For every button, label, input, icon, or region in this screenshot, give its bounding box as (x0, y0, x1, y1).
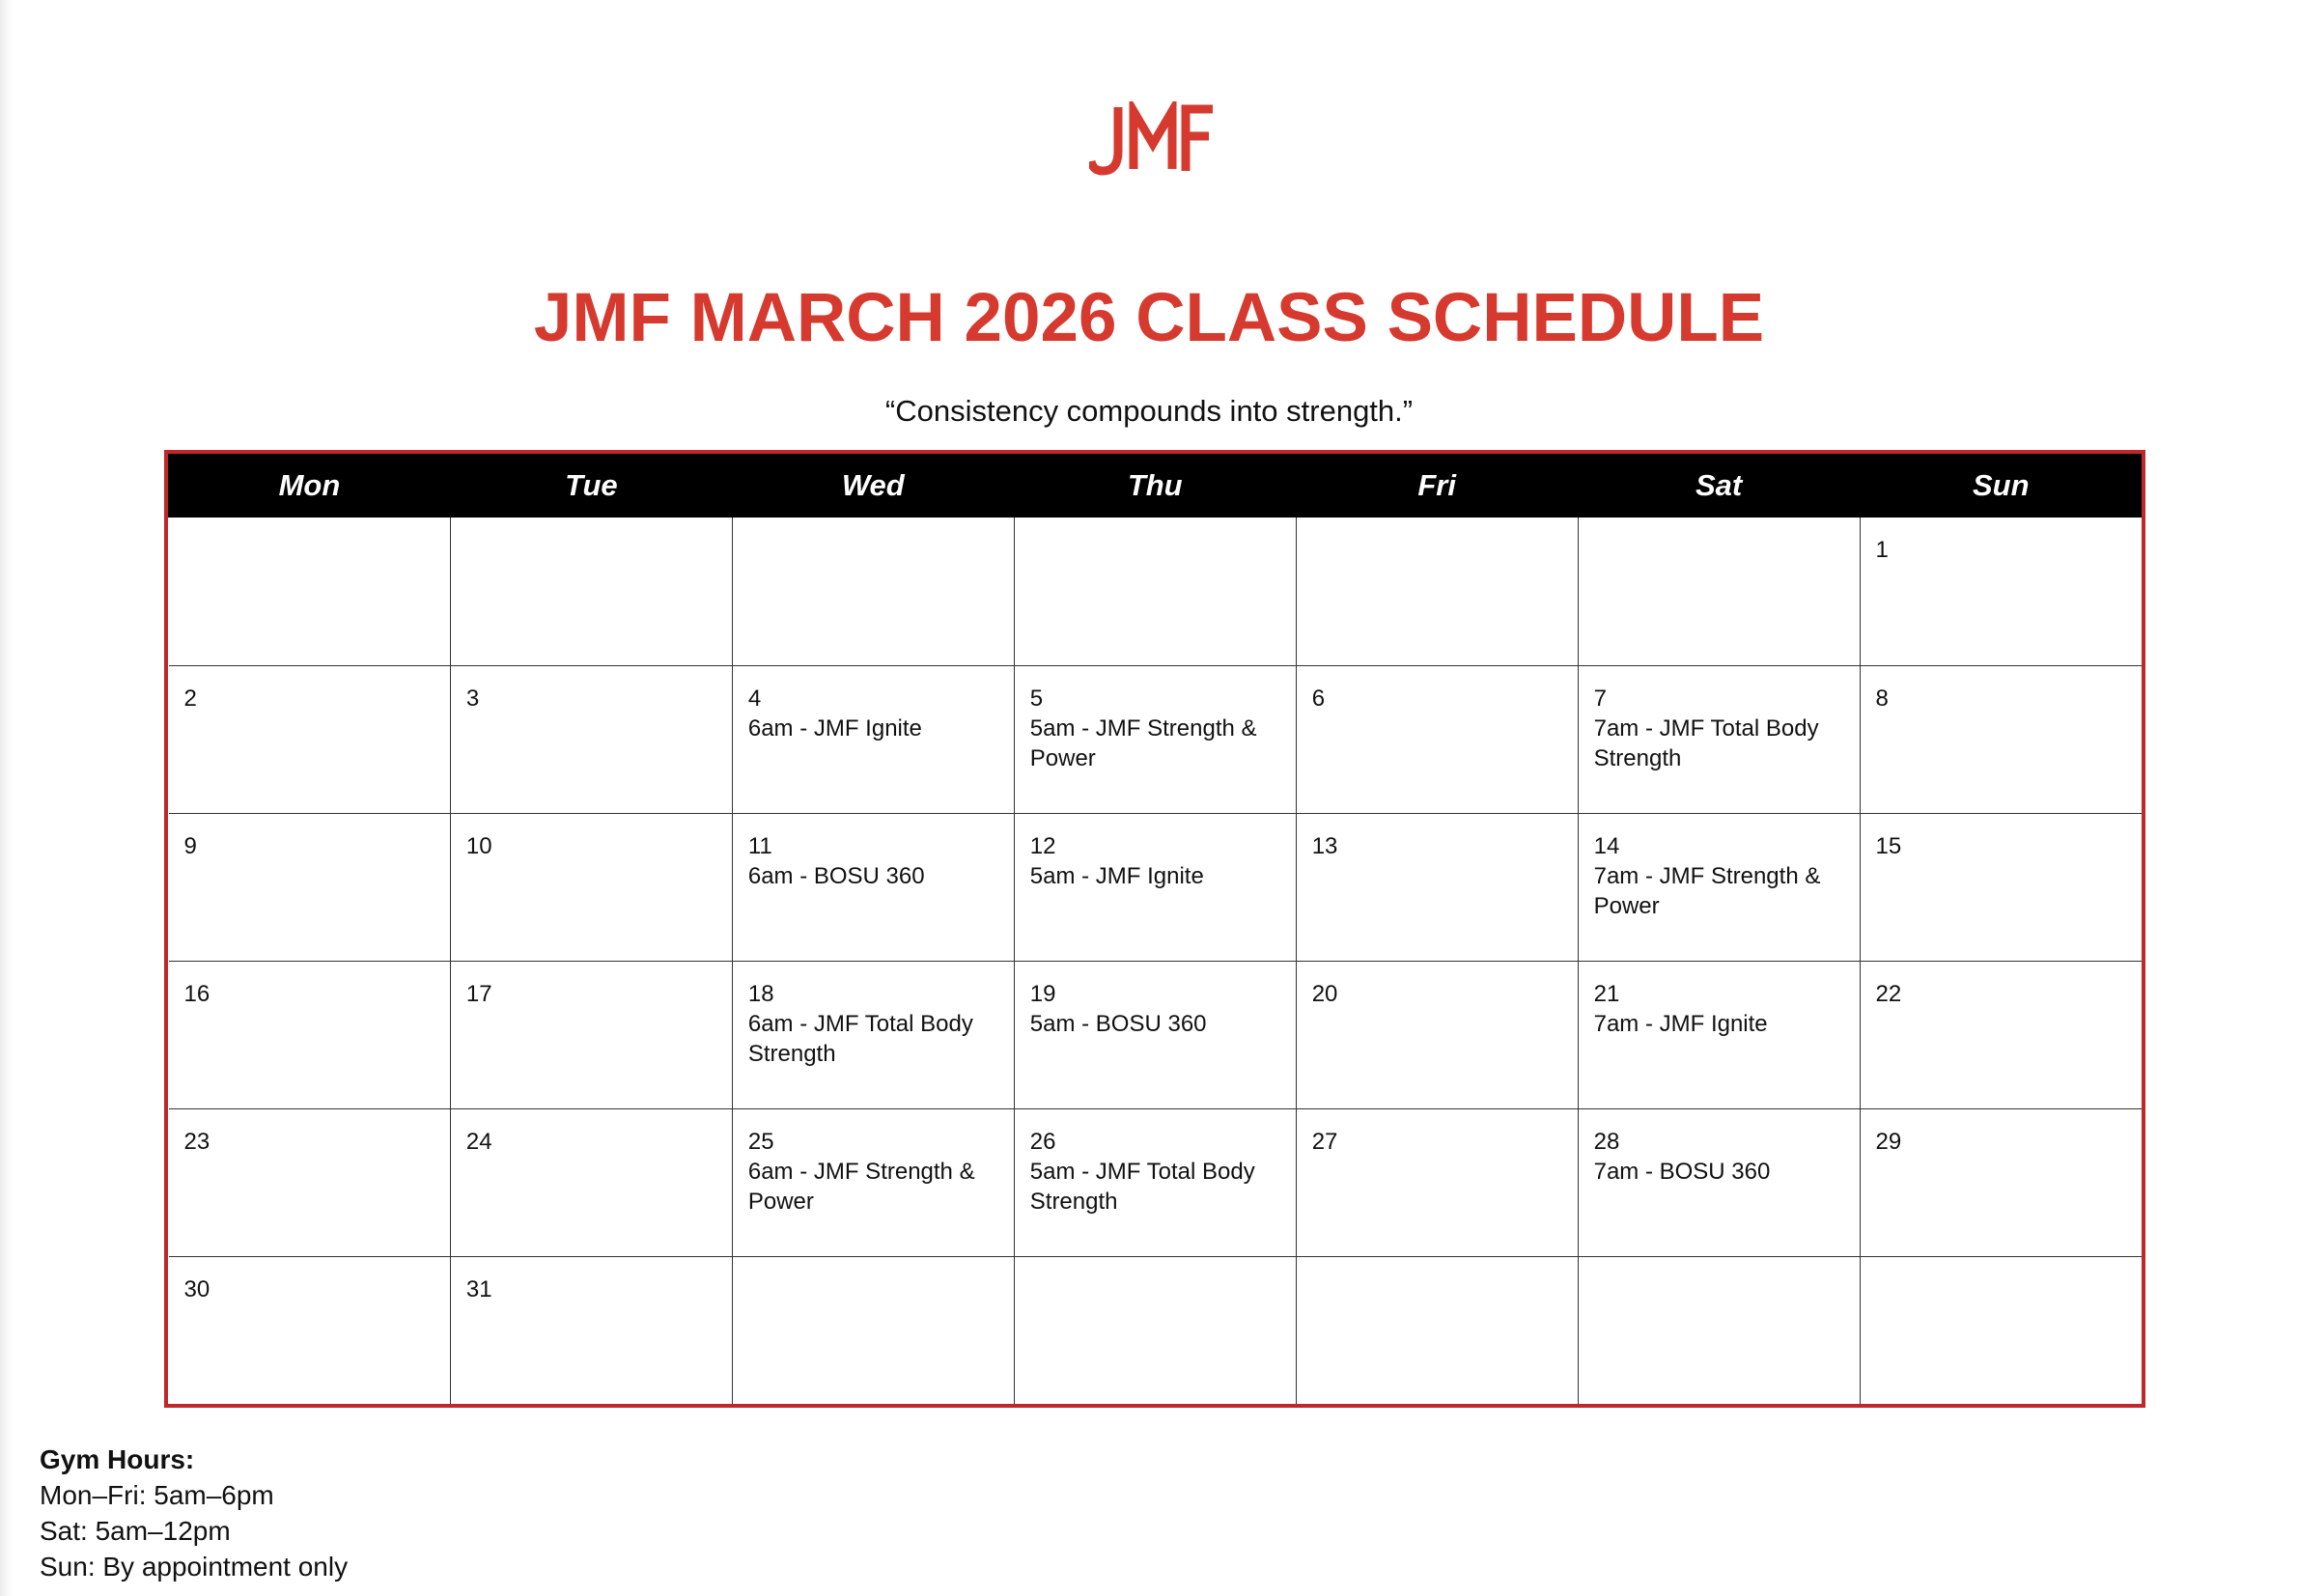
day-cell (1296, 813, 1578, 961)
day-number: 11 (747, 832, 772, 859)
day-cell (169, 813, 451, 961)
day-number: 3 (465, 685, 480, 712)
day-cell (450, 665, 732, 813)
day-number: 6 (1311, 685, 1326, 712)
class-event: 5am - JMF Ignite (1029, 862, 1204, 889)
day-cell (1860, 1108, 2142, 1256)
day-cell (1578, 813, 1860, 961)
day-cell (169, 961, 451, 1108)
week-row (169, 813, 2143, 961)
day-number: 21 (1593, 980, 1620, 1007)
day-number: 30 (183, 1275, 210, 1302)
day-cell (450, 1108, 732, 1256)
day-cell (1296, 961, 1578, 1108)
day-cell (732, 1256, 1014, 1404)
day-cell (169, 1256, 451, 1404)
day-cell (1014, 518, 1296, 665)
class-event: 7am - JMF Strength & Power (1593, 862, 1821, 919)
class-event: 7am - BOSU 360 (1593, 1158, 1771, 1185)
day-cell (169, 665, 451, 813)
day-number: 15 (1875, 832, 1902, 859)
weekday-header: Sun (1860, 454, 2142, 518)
day-number: 9 (183, 832, 197, 859)
day-number: 19 (1029, 980, 1056, 1007)
day-number: 12 (1029, 832, 1056, 859)
day-cell (1860, 961, 2142, 1108)
day-number: 17 (465, 980, 492, 1007)
day-number: 31 (465, 1275, 492, 1302)
day-cell (732, 813, 1014, 961)
class-event: 6am - JMF Ignite (747, 714, 922, 742)
day-number: 28 (1593, 1128, 1620, 1155)
day-cell (1578, 518, 1860, 665)
weekday-header: Mon (169, 454, 451, 518)
day-number: 4 (747, 685, 762, 712)
day-cell (169, 518, 451, 665)
weekday-header: Fri (1296, 454, 1578, 518)
day-number: 24 (465, 1128, 492, 1155)
calendar (164, 450, 2145, 1408)
weekday-header-row (169, 454, 2143, 518)
class-event: 6am - BOSU 360 (747, 862, 925, 889)
day-cell (1578, 665, 1860, 813)
gym-hours-line: Sun: By appointment only (40, 1552, 349, 1582)
day-number: 2 (183, 685, 197, 712)
day-number: 14 (1593, 832, 1620, 859)
day-cell (1860, 665, 2142, 813)
day-cell (169, 1108, 451, 1256)
day-cell (1014, 1256, 1296, 1404)
day-cell (1014, 961, 1296, 1108)
gym-hours (40, 1442, 348, 1584)
day-number: 1 (1875, 537, 1889, 563)
day-number: 7 (1593, 685, 1607, 712)
day-number: 13 (1311, 832, 1338, 859)
day-number: 8 (1875, 685, 1889, 712)
day-cell (732, 518, 1014, 665)
weekday-header: Thu (1014, 454, 1296, 518)
day-number: 23 (183, 1128, 210, 1155)
day-number: 29 (1875, 1128, 1902, 1155)
day-number: 10 (465, 832, 492, 859)
jmf-logo (1089, 101, 1215, 179)
day-number: 27 (1311, 1128, 1338, 1155)
day-cell (1578, 961, 1860, 1108)
day-cell (732, 1108, 1014, 1256)
class-event: 5am - JMF Strength & Power (1029, 714, 1257, 771)
day-number: 20 (1311, 980, 1338, 1007)
day-number: 18 (747, 980, 774, 1007)
day-cell (1860, 518, 2142, 665)
day-cell (1014, 665, 1296, 813)
day-cell (1296, 1256, 1578, 1404)
class-event: 7am - JMF Ignite (1593, 1010, 1768, 1037)
calendar-grid (168, 454, 2142, 1404)
day-cell (732, 665, 1014, 813)
day-cell (1296, 518, 1578, 665)
week-row (169, 665, 2143, 813)
week-row (169, 1108, 2143, 1256)
day-number: 16 (183, 980, 210, 1007)
day-cell (450, 1256, 732, 1404)
day-cell (450, 813, 732, 961)
day-cell (1296, 665, 1578, 813)
week-row (169, 1256, 2143, 1404)
day-cell (450, 961, 732, 1108)
class-event: 5am - BOSU 360 (1029, 1010, 1207, 1037)
page-title: JMF MARCH 2026 CLASS SCHEDULE (533, 280, 1765, 356)
week-row (169, 961, 2143, 1108)
day-number: 25 (747, 1128, 774, 1155)
class-event: 6am - JMF Total Body Strength (747, 1010, 973, 1067)
day-cell (1578, 1108, 1860, 1256)
day-cell (1014, 813, 1296, 961)
day-number: 22 (1875, 980, 1902, 1007)
page-edge-shadow (0, 0, 12, 1596)
class-event: 7am - JMF Total Body Strength (1593, 714, 1819, 771)
week-row (169, 518, 2143, 665)
gym-hours-line: Sat: 5am–12pm (40, 1516, 231, 1546)
gym-hours-line: Mon–Fri: 5am–6pm (40, 1480, 274, 1510)
class-event: 6am - JMF Strength & Power (747, 1158, 975, 1215)
weekday-header: Wed (732, 454, 1014, 518)
day-cell (732, 961, 1014, 1108)
weekday-header: Sat (1578, 454, 1860, 518)
gym-hours-title: Gym Hours: (40, 1444, 195, 1474)
day-cell (450, 518, 732, 665)
day-cell (1860, 1256, 2142, 1404)
motto-quote: “Consistency compounds into strength.” (884, 394, 1414, 428)
day-cell (1578, 1256, 1860, 1404)
class-event: 5am - JMF Total Body Strength (1029, 1158, 1255, 1215)
day-cell (1860, 813, 2142, 961)
day-number: 5 (1029, 685, 1044, 712)
day-number: 26 (1029, 1128, 1056, 1155)
day-cell (1014, 1108, 1296, 1256)
day-cell (1296, 1108, 1578, 1256)
weekday-header: Tue (450, 454, 732, 518)
